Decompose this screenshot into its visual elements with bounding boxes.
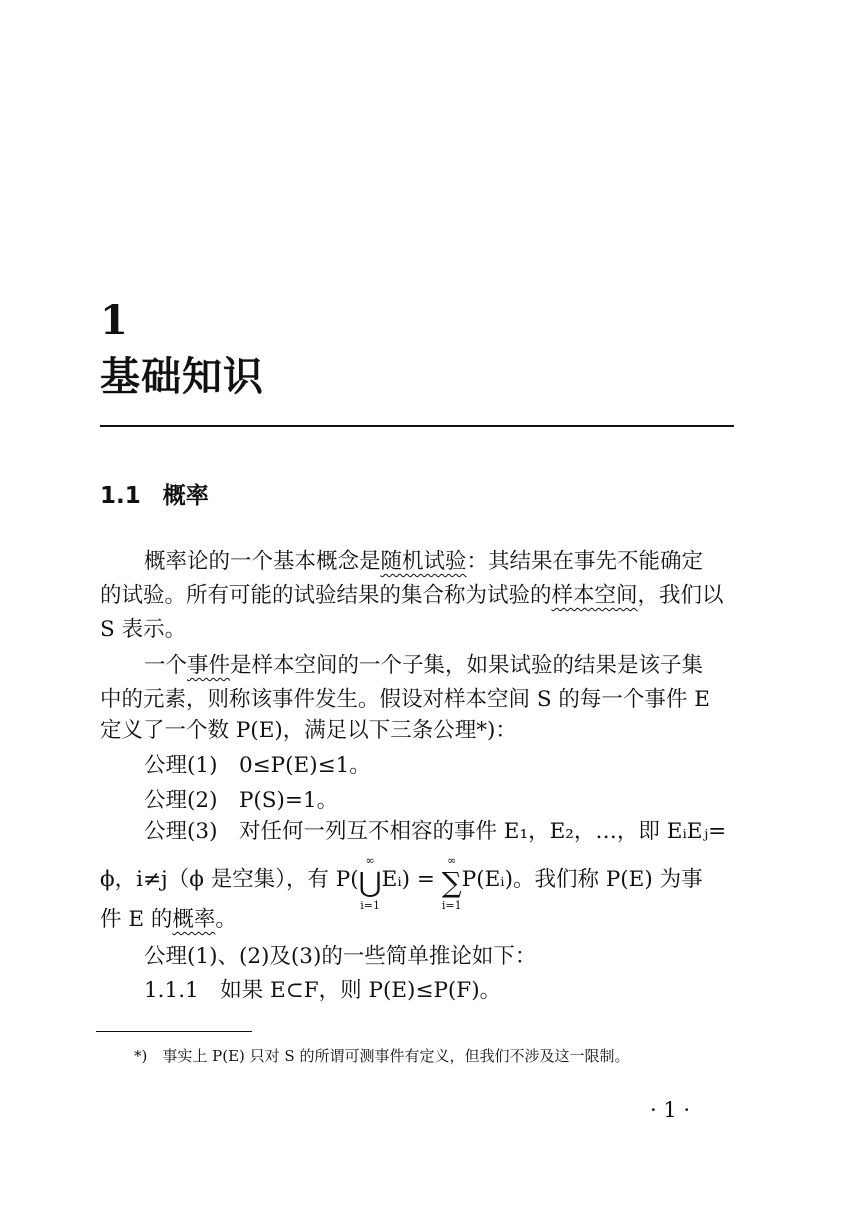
text-span: ϕ，i≠j（ϕ 是空集），有 P( xyxy=(100,867,359,892)
page-number: · 1 · xyxy=(650,1098,691,1122)
chapter-title: 基础知识 xyxy=(100,354,264,400)
term-probability: 概率 xyxy=(172,907,216,932)
text-span: Eᵢ) = xyxy=(381,867,435,892)
text-span: 一个 xyxy=(144,653,188,678)
corollaries-intro: 公理(1)、(2)及(3)的一些简单推论如下： xyxy=(144,944,537,969)
text-span: ：其结果在事先不能确定 xyxy=(466,549,704,574)
axiom-2: 公理(2) P(S)=1。 xyxy=(144,788,339,813)
sum-symbol: ∑ xyxy=(441,866,462,899)
term-random-experiment: 随机试验 xyxy=(380,549,467,574)
para1-line2 xyxy=(100,581,724,611)
union-upper-limit: ∞ xyxy=(365,854,375,867)
text-span: P(Eᵢ)。我们称 P(E) 为事 xyxy=(461,867,703,892)
para2-line2: 中的元素，则称该事件发生。假设对样本空间 S 的每一个事件 E xyxy=(100,687,710,712)
section-title: 概率 xyxy=(162,483,209,509)
para2-line3: 定义了一个数 P(E)，满足以下三条公理*)： xyxy=(100,718,517,743)
union-operator xyxy=(358,854,382,912)
axiom-1: 公理(1) 0≤P(E)≤1。 xyxy=(144,753,371,778)
axiom-3-line1: 公理(3) 对任何一列互不相容的事件 E₁，E₂，…，即 EᵢEⱼ= xyxy=(144,819,727,844)
term-sample-space: 样本空间 xyxy=(551,583,638,608)
union-lower-limit: i=1 xyxy=(360,899,380,912)
sum-upper-limit: ∞ xyxy=(447,854,457,867)
sum-lower-limit: i=1 xyxy=(441,899,462,912)
text-span: 概率论的一个基本概念是 xyxy=(144,549,381,574)
text-span: 。 xyxy=(215,907,237,932)
term-event: 事件 xyxy=(187,653,231,678)
text-span: 件 E 的 xyxy=(100,907,173,932)
chapter-divider xyxy=(100,425,734,427)
para1-line1 xyxy=(144,547,703,577)
axiom-3-line2 xyxy=(100,854,703,912)
corollary-1-1-1: 1.1.1 如果 E⊂F，则 P(E)≤P(F)。 xyxy=(144,978,502,1003)
text-span: ，我们以 xyxy=(637,583,724,608)
section-heading xyxy=(100,481,209,511)
footnote: *) 事实上 P(E) 只对 S 的所谓可测事件有定义，但我们不涉及这一限制。 xyxy=(134,1047,630,1065)
union-symbol: ⋃ xyxy=(358,866,382,899)
chapter-number: 1 xyxy=(100,297,128,344)
sum-operator xyxy=(441,854,462,912)
section-number: 1.1 xyxy=(100,483,141,509)
axiom-3-line3 xyxy=(100,905,237,935)
text-span: 是样本空间的一个子集，如果试验的结果是该子集 xyxy=(230,653,704,678)
text-span: 的试验。所有可能的试验结果的集合称为试验的 xyxy=(100,583,552,608)
para1-line3: S 表示。 xyxy=(100,617,187,642)
footnote-divider xyxy=(96,1031,252,1032)
para2-line1 xyxy=(144,651,703,681)
